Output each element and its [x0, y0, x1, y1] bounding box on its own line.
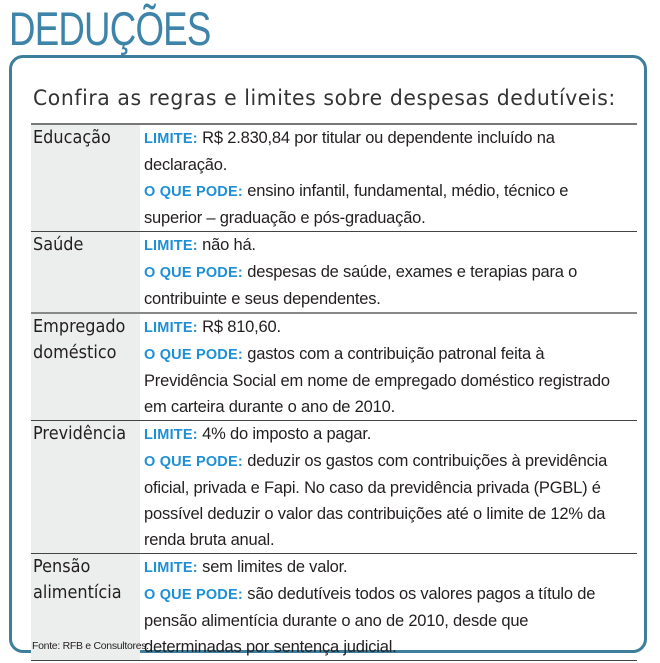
limit-text: sem limites de valor.: [202, 558, 348, 576]
limit-text: 4% do imposto a pagar.: [202, 425, 372, 443]
deductions-table: [31, 123, 637, 661]
allowed-text: possível deduzir o valor das contribuições até o limite de 12% da: [144, 505, 606, 523]
allowed-text: contribuinte e seus dependentes.: [144, 290, 381, 308]
allowed-text: deduzir os gastos com contribuições à previdência: [247, 452, 608, 470]
table-row-empregado-domestico: [31, 314, 637, 421]
limit-text: não há.: [202, 236, 256, 254]
category-cell: [31, 421, 140, 553]
page-title: DEDUÇÕES: [9, 2, 211, 55]
allowed-text: em carteira durante o ano de 2010.: [144, 398, 395, 416]
description-cell: [140, 125, 637, 231]
table-row-saude: [31, 232, 637, 314]
source-note: Fonte: RFB e Consultores.: [32, 640, 149, 652]
allowed-text: Previdência Social em nome de empregado doméstico registrado: [144, 372, 610, 390]
allowed-label: O QUE PODE:: [144, 184, 243, 200]
category-label: doméstico: [33, 343, 117, 363]
description-cell: [140, 314, 637, 420]
allowed-label: O QUE PODE:: [144, 347, 243, 363]
description-cell: [140, 232, 637, 312]
allowed-label: O QUE PODE:: [144, 587, 243, 603]
allowed-label: O QUE PODE:: [144, 265, 243, 281]
intro-text: Confira as regras e limites sobre despesas dedutíveis:: [33, 86, 616, 110]
description-cell: [140, 421, 637, 553]
limit-label: LIMITE:: [144, 320, 198, 336]
category-label: alimentícia: [33, 583, 122, 603]
category-label: Empregado: [33, 317, 126, 337]
limit-label: LIMITE:: [144, 131, 198, 147]
allowed-text: despesas de saúde, exames e terapias para o: [247, 263, 578, 281]
limit-label: LIMITE:: [144, 238, 198, 254]
allowed-text: oficial, privada e Fapi. No caso da previdência privada (PGBL) é: [144, 479, 601, 497]
allowed-label: O QUE PODE:: [144, 454, 243, 470]
allowed-text: gastos com a contribuição patronal feita à: [247, 345, 545, 363]
table-row-educacao: [31, 125, 637, 232]
category-label: Saúde: [33, 235, 84, 255]
category-label: Pensão: [33, 557, 91, 577]
category-cell: [31, 232, 140, 312]
limit-label: LIMITE:: [144, 427, 198, 443]
category-label: Previdência: [33, 424, 127, 444]
allowed-text: ensino infantil, fundamental, médio, técnico e: [247, 182, 569, 200]
category-cell: [31, 314, 140, 420]
limit-label: LIMITE:: [144, 560, 198, 576]
allowed-text: pensão alimentícia durante o ano de 2010, desde que: [144, 612, 529, 630]
table-row-previdencia: [31, 421, 637, 554]
limit-text: R$ 2.830,84 por titular ou dependente incluído na: [202, 129, 555, 147]
allowed-text: renda bruta anual.: [144, 531, 275, 549]
limit-text: declaração.: [144, 156, 228, 174]
allowed-text: superior – graduação e pós-graduação.: [144, 209, 426, 227]
category-cell: [31, 125, 140, 231]
description-cell: [140, 554, 637, 660]
allowed-text: determinadas por sentença judicial.: [144, 638, 397, 656]
limit-text: R$ 810,60.: [202, 318, 281, 336]
allowed-text: são dedutíveis todos os valores pagos a título de: [247, 585, 596, 603]
category-label: Educação: [33, 128, 111, 148]
